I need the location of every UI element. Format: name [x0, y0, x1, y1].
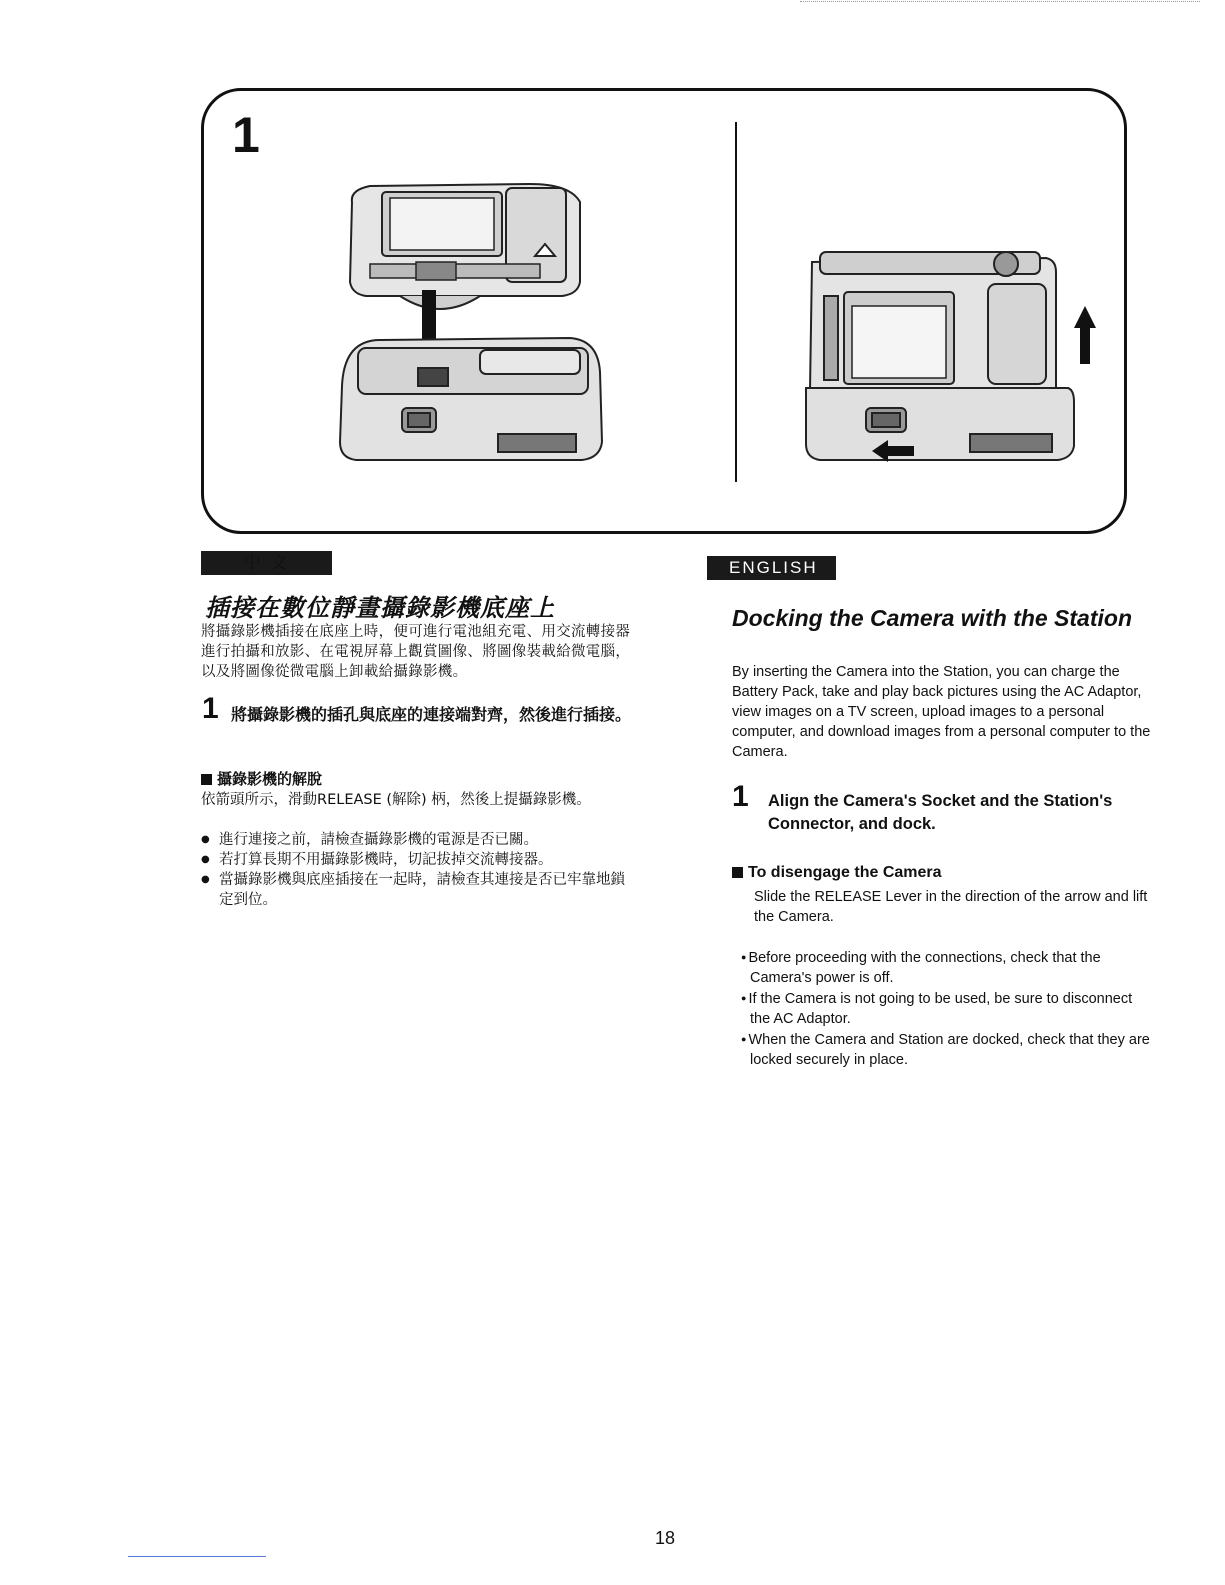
english-note-item	[741, 947, 1152, 988]
english-subheading-text: To disengage the Camera	[748, 864, 942, 881]
chinese-note-item: ● 若打算長期不用攝錄影機時，切記拔掉交流轉接器。	[201, 850, 631, 870]
english-step-number: 1	[732, 780, 749, 813]
bullet-dot-icon: ●	[741, 1034, 747, 1044]
bullet-dot-icon: ●	[741, 952, 747, 962]
bullet-dot-icon: ●	[741, 993, 747, 1003]
scan-artifact-line	[128, 1556, 266, 1557]
chinese-note-item: ● 當攝錄影機與底座插接在一起時，請檢查其連接是否已牢靠地鎖定到位。	[201, 870, 631, 910]
english-note-text: When the Camera and Station are docked, check that they are locked securely in place.	[748, 1032, 1150, 1068]
english-section-title: Docking the Camera with the Station	[732, 605, 1132, 631]
english-notes-list	[732, 947, 1152, 1070]
chinese-subheading-text: 攝錄影機的解脫	[217, 770, 323, 788]
camera-lowering-illustration	[330, 172, 610, 464]
square-bullet-icon	[201, 774, 212, 785]
docking-station	[806, 388, 1074, 460]
up-arrow-icon	[1074, 306, 1096, 364]
chinese-step-number: 1	[202, 692, 219, 725]
chinese-language-tab: 中 文	[201, 551, 332, 575]
figure-divider	[735, 122, 737, 482]
scan-artifact-line	[800, 1, 1200, 3]
camera-docked-illustration	[800, 248, 1100, 466]
figure-step-number: 1	[232, 107, 260, 163]
english-note-text: If the Camera is not going to be used, be sure to disconnect the AC Adaptor.	[748, 991, 1133, 1027]
english-intro-text: By inserting the Camera into the Station, you can charge the Battery Pack, take and play back pictures using the AC Adaptor, view images on a TV screen, upload images to a personal computer, and download images from a personal computer to the Camera.	[732, 664, 1151, 760]
chinese-step-text: 將攝錄影機的插孔與底座的連接端對齊，然後進行插接。	[231, 705, 632, 724]
english-language-tab: ENGLISH	[707, 556, 836, 580]
square-bullet-icon	[732, 867, 743, 878]
english-step-text: Align the Camera's Socket and the Station's Connector, and dock.	[768, 792, 1113, 833]
english-note-text: Before proceeding with the connections, check that the Camera's power is off.	[748, 950, 1101, 986]
docking-station	[340, 338, 602, 460]
chinese-subheading-body: 依箭頭所示，滑動RELEASE (解除) 柄，然後上提攝錄影機。	[201, 792, 591, 808]
english-subheading-body: Slide the RELEASE Lever in the direction of the arrow and lift the Camera.	[754, 889, 1148, 925]
chinese-notes-list	[201, 830, 631, 910]
english-note-item	[741, 1029, 1152, 1070]
chinese-intro-text: 將攝錄影機插接在底座上時，便可進行電池組充電、用交流轉接器進行拍攝和放影、在電視屏幕上觀賞圖像、將圖像裝載給微電腦，以及將圖像從微電腦上卸載給攝錄影機。	[201, 624, 631, 680]
chinese-section-title: 插接在數位靜畫攝錄影機底座上	[205, 594, 555, 622]
chinese-subheading	[201, 768, 322, 789]
page-number: 18	[655, 1528, 676, 1548]
camera-body	[350, 184, 580, 309]
english-subheading	[732, 864, 942, 882]
docked-camera	[810, 252, 1056, 390]
chinese-note-item: ● 進行連接之前，請檢查攝錄影機的電源是否已關。	[201, 830, 631, 850]
english-note-item	[741, 988, 1152, 1029]
